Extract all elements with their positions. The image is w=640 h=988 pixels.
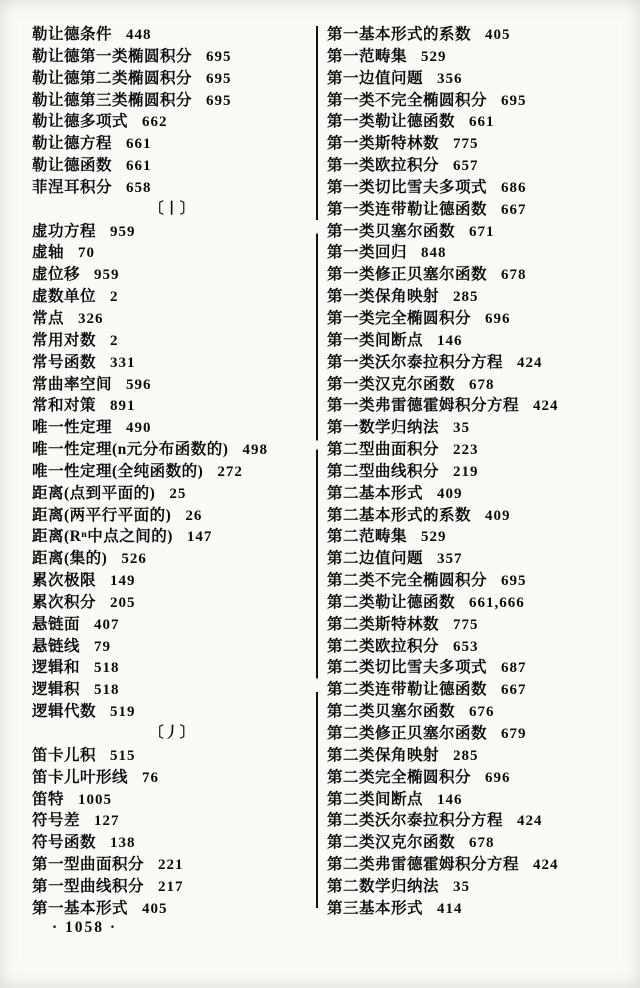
- index-entry: [327, 111, 629, 133]
- index-entry-page-number: 127: [94, 813, 120, 830]
- index-entry: [32, 24, 312, 46]
- index-entry-page-number: 679: [501, 726, 527, 742]
- index-entry-page-number: 35: [453, 878, 471, 895]
- index-entry-term: 第二型曲线积分: [327, 462, 440, 480]
- index-entry-term: 勒让德第一类椭圆积分: [32, 47, 193, 65]
- index-entry: [32, 832, 312, 854]
- index-entry: [32, 745, 312, 767]
- index-entry-term: 第二型曲面积分: [327, 441, 440, 459]
- index-entry-term: 累次极限: [32, 572, 97, 590]
- index-entry-page-number: 424: [517, 354, 543, 371]
- index-entry-term: 笛卡儿叶形线: [32, 768, 129, 786]
- index-entry-term: 虚轴: [32, 244, 65, 262]
- index-entry: [327, 657, 629, 679]
- index-entry: [327, 90, 629, 112]
- index-entry-page-number: 138: [110, 835, 136, 852]
- index-entry: [327, 614, 629, 636]
- index-entry-page-number: 219: [453, 463, 479, 480]
- index-entry: [327, 24, 629, 46]
- index-entry-page-number: 661,666: [469, 594, 525, 611]
- index-entry: [327, 133, 629, 155]
- index-entry-page-number: 356: [437, 70, 463, 87]
- stroke-section-header: 〔丨〕: [148, 200, 196, 217]
- index-entry: [32, 505, 312, 527]
- index-entry-term: 距离(Rⁿ中点之间的): [32, 528, 173, 546]
- index-entry-page-number: 424: [533, 857, 559, 874]
- index-entry: [327, 767, 629, 789]
- index-entry-term: 第二类勒让德函数: [327, 593, 456, 611]
- index-entry: [327, 330, 629, 352]
- index-entry-term: 第一类弗雷德霍姆积分方程: [327, 397, 520, 415]
- index-entry-term: 唯一性定理(全纯函数的): [32, 462, 204, 480]
- index-entry-page-number: 515: [110, 747, 136, 764]
- index-entry-term: 常和对策: [32, 397, 97, 415]
- index-entry: [32, 330, 312, 352]
- index-entry: [32, 636, 312, 658]
- index-entry: [327, 46, 629, 68]
- index-entry-term: 第二类间断点: [327, 790, 424, 808]
- index-entry: [32, 439, 312, 461]
- index-entry-term: 距离(点到平面的): [32, 484, 156, 502]
- index-entry: [32, 810, 312, 832]
- index-entry-term: 第一基本形式的系数: [327, 26, 472, 43]
- index-entry-page-number: 678: [469, 835, 495, 852]
- index-entry-page-number: 149: [110, 573, 136, 590]
- index-entry-page-number: 518: [94, 660, 120, 677]
- index-entry: [32, 767, 312, 789]
- index-entry-page-number: 424: [533, 398, 559, 415]
- index-entry-term: 第二数学归纳法: [327, 877, 440, 895]
- index-entry-page-number: 424: [517, 813, 543, 830]
- index-entry-page-number: 658: [126, 179, 152, 196]
- index-entry-term: 第一类勒让德函数: [327, 113, 456, 131]
- index-entry: [32, 395, 312, 417]
- index-entry-term: 符号差: [32, 812, 81, 830]
- index-entry-term: 逻辑代数: [32, 703, 97, 721]
- index-entry-term: 第一类沃尔泰拉积分方程: [327, 353, 504, 371]
- index-entry-term: 勒让德条件: [32, 26, 113, 43]
- index-entry-term: 第二类斯特林数: [327, 615, 440, 633]
- index-entry: [327, 592, 629, 614]
- index-entry: [32, 308, 312, 330]
- index-entry-page-number: 409: [485, 507, 511, 524]
- index-entry-term: 第一类欧拉积分: [327, 157, 440, 175]
- index-entry-page-number: 653: [453, 638, 479, 655]
- index-entry-term: 笛卡儿积: [32, 746, 97, 764]
- index-entry-page-number: 775: [453, 616, 479, 633]
- index-entry-term: 勒让德函数: [32, 157, 113, 175]
- index-entry-page-number: 26: [185, 507, 203, 524]
- index-entry: [327, 701, 629, 723]
- index-entry-page-number: 667: [501, 682, 527, 699]
- index-entry: [327, 636, 629, 658]
- index-entry-page-number: 409: [437, 485, 463, 502]
- index-entry-term: 第二范畴集: [327, 528, 408, 546]
- index-entry-term: 悬链线: [32, 637, 81, 655]
- index-entry-page-number: 79: [94, 638, 112, 655]
- index-entry-page-number: 959: [110, 223, 136, 240]
- index-entry-page-number: 35: [453, 420, 471, 437]
- index-entry-page-number: 25: [169, 485, 187, 502]
- index-entry-page-number: 2: [110, 289, 119, 306]
- index-entry-page-number: 285: [453, 747, 479, 764]
- index-entry-page-number: 217: [158, 878, 184, 895]
- index-entry: [327, 286, 629, 308]
- index-entry-page-number: 662: [142, 114, 168, 131]
- index-entry: [327, 374, 629, 396]
- index-entry-page-number: 891: [110, 398, 136, 415]
- index-entry-page-number: 76: [142, 769, 160, 786]
- index-entry-term: 笛特: [32, 790, 65, 808]
- index-entry-page-number: 686: [501, 179, 527, 196]
- index-entry-term: 第二类修正贝塞尔函数: [327, 725, 488, 742]
- index-entry-term: 唯一性定理(n元分布函数的): [32, 441, 229, 459]
- index-entry-page-number: 357: [437, 551, 463, 568]
- index-entry-term: 第一类连带勒让德函数: [327, 200, 488, 218]
- index-entry-term: 常号函数: [32, 353, 97, 371]
- index-entry-term: 第二类完全椭圆积分: [327, 768, 472, 786]
- column-divider-rule: [316, 26, 318, 908]
- index-entry-page-number: 775: [453, 136, 479, 153]
- index-entry-page-number: 661: [126, 136, 152, 153]
- index-entry-term: 常用对数: [32, 331, 97, 349]
- index-entry: [32, 657, 312, 679]
- index-entry-term: 第二基本形式: [327, 484, 424, 502]
- index-entry-term: 第一类保角映射: [327, 288, 440, 306]
- index-entry: [327, 548, 629, 570]
- index-entry-page-number: 695: [501, 573, 527, 590]
- index-entry-term: 第一范畴集: [327, 47, 408, 65]
- index-entry-page-number: 70: [78, 245, 96, 262]
- index-entry-term: 勒让德多项式: [32, 113, 129, 131]
- index-entry: [327, 876, 629, 898]
- index-entry-page-number: 695: [206, 70, 232, 87]
- index-entry-page-number: 657: [453, 158, 479, 175]
- index-entry-page-number: 490: [126, 420, 152, 437]
- index-entry-term: 第一类完全椭圆积分: [327, 309, 472, 327]
- index-entry: [32, 789, 312, 811]
- index-entry-term: 第二类切比雪夫多项式: [327, 659, 488, 677]
- index-entry: [32, 548, 312, 570]
- index-entry-term: 第一基本形式: [32, 899, 129, 917]
- index-entry: [327, 570, 629, 592]
- index-entry: [327, 221, 629, 243]
- index-entry-page-number: 696: [485, 769, 511, 786]
- index-entry: [327, 898, 629, 920]
- index-entry: [32, 155, 312, 177]
- index-entry: [32, 286, 312, 308]
- index-entry-page-number: 272: [217, 463, 243, 480]
- index-entry-term: 虚位移: [32, 266, 81, 284]
- index-entry: [327, 789, 629, 811]
- index-entry-page-number: 448: [126, 27, 152, 43]
- index-entry: [327, 352, 629, 374]
- index-entry-term: 第一类切比雪夫多项式: [327, 178, 488, 196]
- index-entry-term: 第一型曲线积分: [32, 877, 145, 895]
- index-entry: [32, 264, 312, 286]
- index-entry-page-number: 695: [501, 92, 527, 109]
- index-entry-page-number: 326: [78, 310, 104, 327]
- index-entry-term: 虚功方程: [32, 222, 97, 240]
- index-entry-page-number: 848: [421, 245, 447, 262]
- index-column-left: [32, 24, 312, 920]
- index-entry: [327, 832, 629, 854]
- index-entry-page-number: 518: [94, 682, 120, 699]
- index-entry-term: 第二边值问题: [327, 550, 424, 568]
- index-entry-term: 第二类贝塞尔函数: [327, 703, 456, 721]
- index-entry-page-number: 678: [469, 376, 495, 393]
- index-entry: [327, 177, 629, 199]
- index-entry: [32, 592, 312, 614]
- index-entry-term: 常点: [32, 309, 65, 327]
- index-entry-term: 悬链面: [32, 615, 81, 633]
- index-entry: [327, 395, 629, 417]
- index-entry-page-number: 661: [126, 158, 152, 175]
- index-entry: [32, 68, 312, 90]
- index-entry-page-number: 147: [186, 529, 213, 546]
- index-entry: [327, 854, 629, 876]
- index-entry: [32, 614, 312, 636]
- index-entry: [327, 264, 629, 286]
- index-entry-page-number: 1005: [78, 791, 113, 808]
- index-entry-term: 唯一性定理: [32, 419, 113, 437]
- stroke-section-header: 〔丿〕: [148, 725, 196, 741]
- index-entry-page-number: 676: [469, 704, 495, 721]
- index-entry: [32, 876, 312, 898]
- index-entry-term: 第一类间断点: [327, 331, 424, 349]
- index-entry: [32, 898, 312, 920]
- index-entry-term: 第一类修正贝塞尔函数: [327, 266, 488, 284]
- index-entry: [32, 526, 312, 548]
- index-entry-page-number: 205: [110, 594, 136, 611]
- index-entry-term: 第二类连带勒让德函数: [327, 681, 488, 699]
- index-entry: [327, 308, 629, 330]
- index-entry: [327, 461, 629, 483]
- index-entry-term: 第一类贝塞尔函数: [327, 222, 456, 240]
- index-entry-term: 菲涅耳积分: [32, 178, 113, 196]
- index-entry-page-number: 498: [242, 442, 268, 459]
- index-entry-term: 第一类回归: [327, 244, 408, 262]
- index-entry-term: 第二类汉克尔函数: [327, 834, 456, 852]
- index-entry-page-number: 285: [453, 289, 479, 306]
- index-entry-page-number: 331: [110, 354, 136, 371]
- index-entry-term: 第一类汉克尔函数: [327, 375, 456, 393]
- index-entry: [327, 679, 629, 701]
- index-entry-term: 第一数学归纳法: [327, 419, 440, 437]
- index-entry-term: 勒让德第三类椭圆积分: [32, 91, 193, 109]
- index-entry: [32, 679, 312, 701]
- index-entry-term: 第一类斯特林数: [327, 135, 440, 153]
- index-entry-page-number: 526: [121, 551, 147, 568]
- index-entry: [32, 242, 312, 264]
- index-entry-term: 距离(两平行平面的): [32, 506, 172, 524]
- index-entry: [327, 505, 629, 527]
- index-entry-page-number: 687: [501, 660, 527, 677]
- index-entry: [32, 46, 312, 68]
- index-entry-page-number: 146: [437, 332, 463, 349]
- index-entry: [327, 417, 629, 439]
- index-entry-term: 常曲率空间: [32, 375, 113, 393]
- index-entry-term: 虚数单位: [32, 288, 97, 306]
- index-entry-page-number: 223: [453, 442, 479, 459]
- index-entry: [327, 745, 629, 767]
- index-entry-term: 第一型曲面积分: [32, 856, 145, 874]
- index-entry-page-number: 519: [110, 704, 136, 721]
- index-entry-term: 第一边值问题: [327, 69, 424, 87]
- index-entry-page-number: 405: [142, 900, 168, 917]
- index-entry-page-number: 671: [469, 223, 495, 240]
- index-entry-term: 符号函数: [32, 834, 97, 852]
- index-entry-page-number: 146: [437, 791, 463, 808]
- index-entry-term: 第二类沃尔泰拉积分方程: [327, 812, 504, 830]
- index-entry: [327, 723, 629, 745]
- index-entry: [32, 570, 312, 592]
- index-entry-term: 第一类不完全椭圆积分: [327, 91, 488, 109]
- index-entry: [327, 526, 629, 548]
- index-entry-page-number: 695: [206, 48, 232, 65]
- index-entry: [327, 155, 629, 177]
- index-entry-term: 第二类弗雷德霍姆积分方程: [327, 856, 520, 874]
- index-entry: [32, 90, 312, 112]
- index-entry-page-number: 221: [158, 857, 184, 874]
- index-entry: [32, 111, 312, 133]
- index-entry-term: 第二基本形式的系数: [327, 506, 472, 524]
- index-entry: [32, 701, 312, 723]
- index-entry: [327, 439, 629, 461]
- index-entry-term: 累次积分: [32, 593, 97, 611]
- index-entry-page-number: 696: [485, 310, 511, 327]
- index-entry-term: 第二类保角映射: [327, 746, 440, 764]
- index-entry-term: 逻辑和: [32, 659, 81, 677]
- index-entry-page-number: 596: [126, 376, 152, 393]
- index-entry-page-number: 414: [437, 900, 463, 917]
- index-entry: [32, 854, 312, 876]
- index-entry-page-number: 695: [206, 92, 232, 109]
- index-entry-page-number: 529: [421, 48, 447, 65]
- index-entry-term: 距离(集的): [32, 550, 108, 568]
- index-entry: [32, 177, 312, 199]
- index-entry: [32, 417, 312, 439]
- index-entry-page-number: 405: [485, 27, 511, 43]
- index-entry-term: 第三基本形式: [327, 899, 424, 917]
- index-entry: [32, 352, 312, 374]
- index-entry: [327, 810, 629, 832]
- index-entry-term: 逻辑积: [32, 681, 81, 699]
- index-entry: [327, 68, 629, 90]
- page-number: · 1058 ·: [52, 919, 118, 936]
- index-entry: [327, 483, 629, 505]
- index-entry-page-number: 661: [469, 114, 495, 131]
- index-entry: [32, 483, 312, 505]
- index-entry-page-number: 667: [501, 201, 527, 218]
- index-entry-page-number: 407: [94, 616, 120, 633]
- index-entry-term: 第二类欧拉积分: [327, 637, 440, 655]
- index-entry: [32, 221, 312, 243]
- index-entry-page-number: 959: [94, 267, 120, 284]
- index-entry-term: 第二类不完全椭圆积分: [327, 572, 488, 590]
- index-entry: [32, 461, 312, 483]
- index-column-right: [327, 24, 629, 920]
- index-entry: [32, 133, 312, 155]
- index-entry-term: 勒让德方程: [32, 135, 113, 153]
- index-entry-page-number: 2: [110, 332, 119, 349]
- index-entry: [32, 374, 312, 396]
- index-entry-term: 勒让德第二类椭圆积分: [32, 69, 193, 87]
- index-entry: [327, 199, 629, 221]
- index-entry: [327, 242, 629, 264]
- index-entry-page-number: 529: [421, 529, 447, 546]
- index-entry-page-number: 678: [501, 267, 527, 284]
